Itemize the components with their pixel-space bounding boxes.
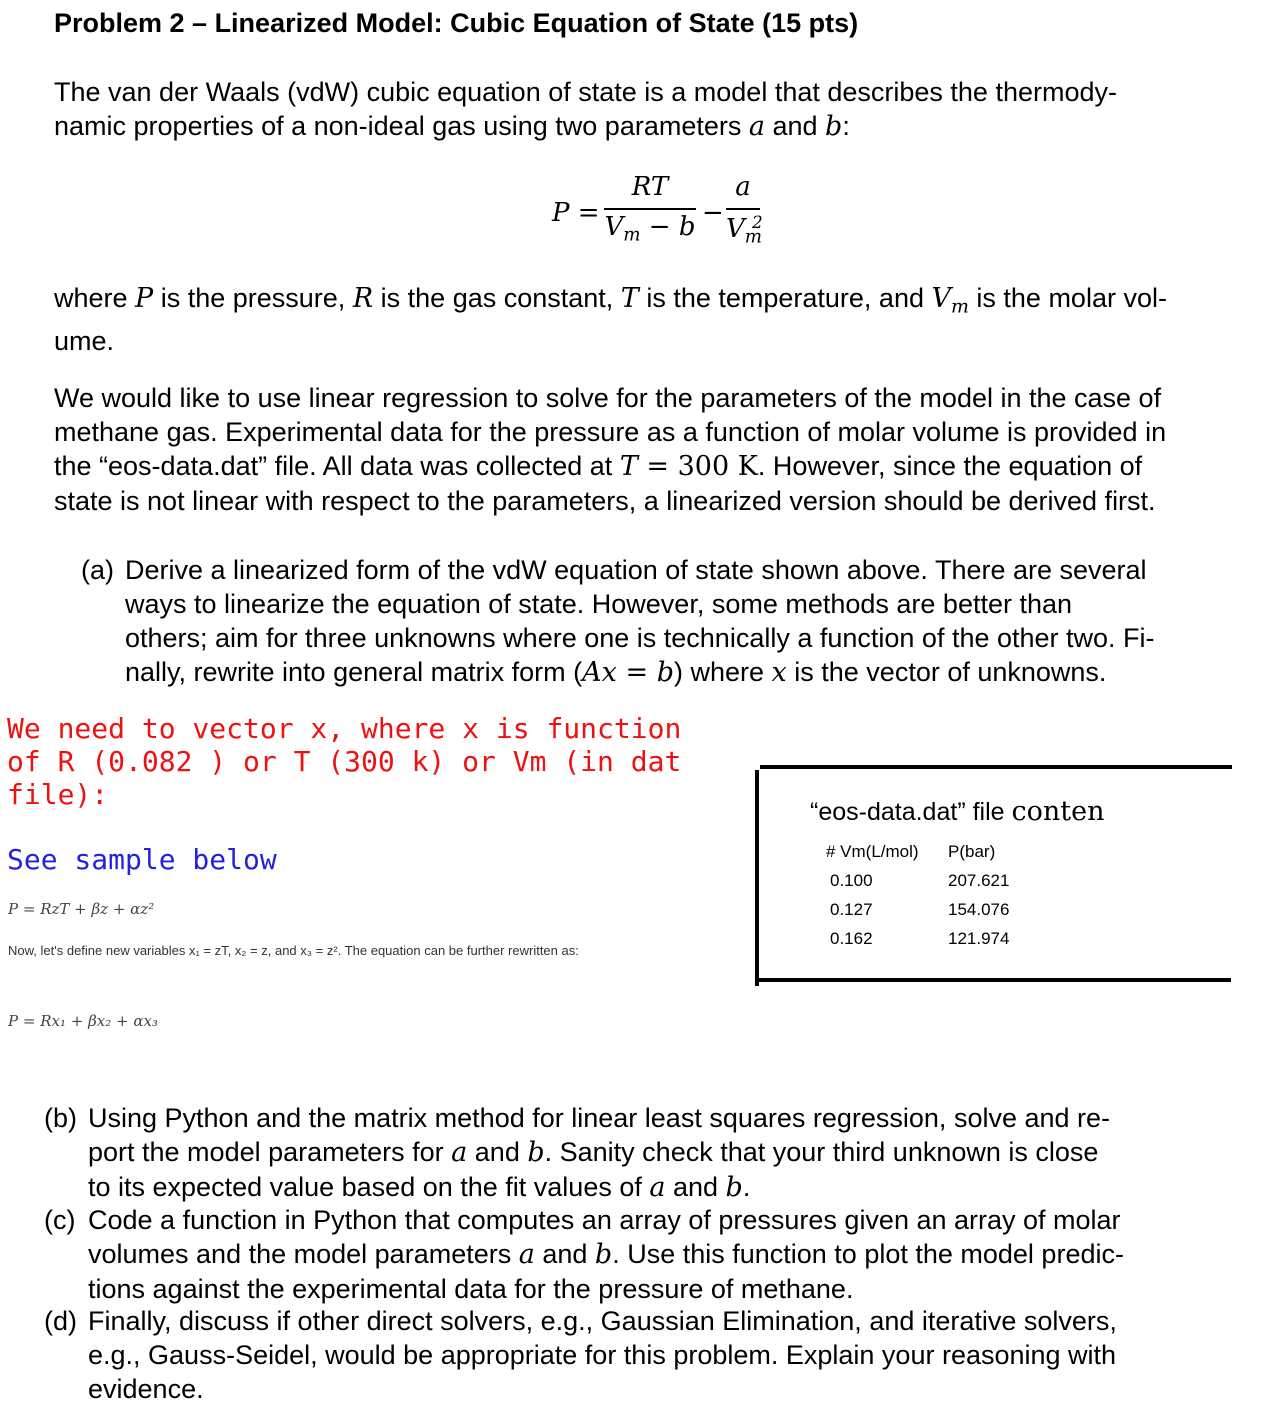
problem-title: Problem 2 – Linearized Model: Cubic Equation of State (15 pts) bbox=[54, 8, 859, 38]
file-box-bottom-border bbox=[757, 978, 1231, 982]
part-c-label: (c) bbox=[44, 1205, 76, 1235]
equation-fraction-rt: RT $V_m - b$ bbox=[604, 172, 696, 246]
vdw-equation bbox=[552, 172, 772, 252]
part-a bbox=[81, 553, 1261, 693]
part-c bbox=[44, 1203, 1244, 1307]
part-d bbox=[44, 1304, 1244, 1408]
sample-explanation: Now, let's define new variables x₁ = zT, x₂ = z, and x₃ = z². The equation can be further rewritten as: bbox=[8, 943, 579, 958]
where-line-2: ume. bbox=[54, 325, 115, 356]
part-b-text: Using Python and the matrix method for linear least squares regression, solve and re- port the model parameters for a and b. Sanity check that your third unknown is close to its expected value based on the fit values of a and b. bbox=[88, 1103, 1111, 1203]
intro-line-2: namic properties of a non-ideal gas using two parameters a and b: bbox=[54, 111, 850, 142]
equation-minus: − bbox=[702, 198, 724, 228]
part-b-label: (b) bbox=[44, 1103, 77, 1133]
file-box-top-border bbox=[760, 765, 1232, 769]
intro-line-1: The van der Waals (vdW) cubic equation of state is a model that describes the thermody- bbox=[54, 77, 1117, 107]
handwritten-note-red: We need to vector x, where x is function of R (0.082 ) or T (300 k) or Vm (in dat file): bbox=[7, 712, 682, 811]
equation-fraction-a: a $V_m^2$ bbox=[726, 172, 763, 248]
equation-lhs: P = bbox=[552, 198, 600, 228]
part-a-text: Derive a linearized form of the vdW equation of state shown above. There are several ways to linearize the equation of state. However, some methods are better than others; aim for three unknowns where one is technically a function of the other two. Fi- nally, rewrite into general matrix form (Ax = b) where x is the vector of unknowns. bbox=[125, 555, 1155, 688]
part-b bbox=[44, 1101, 1244, 1205]
regression-line-1: We would like to use linear regression to solve for the parameters of the model in the case of bbox=[54, 383, 1162, 413]
file-box-left-border bbox=[755, 770, 759, 986]
regression-paragraph bbox=[54, 381, 1254, 518]
sample-equation-1: P = RzT + βz + αz² bbox=[8, 900, 155, 918]
part-a-label: (a) bbox=[81, 555, 114, 585]
where-line-1: where P is the pressure, R is the gas constant, T is the temperature, and $V_m$ is the molar vol- bbox=[54, 283, 1167, 318]
sample-equation-2: P = Rx₁ + βx₂ + αx₃ bbox=[8, 1012, 158, 1030]
regression-line-4: state is not linear with respect to the parameters, a linearized version should be derived first. bbox=[54, 486, 1156, 516]
part-c-text: Code a function in Python that computes an array of pressures given an array of molar volumes and the model parameters a and b. Use this function to plot the model predic- tions against the experimental data for the pressure of methane. bbox=[88, 1205, 1124, 1304]
part-d-text: Finally, discuss if other direct solvers, e.g., Gaussian Elimination, and iterative solvers, e.g., Gauss-Seidel, would be appropriate for this problem. Explain your reasoning with evidence. bbox=[88, 1306, 1117, 1404]
header-p: P(bar) bbox=[948, 842, 996, 861]
header-vm: # Vm(L/mol) bbox=[826, 842, 919, 861]
part-d-label: (d) bbox=[44, 1306, 77, 1336]
regression-line-3: the “eos-data.dat” file. All data was collected at T = 300 K. However, since the equation of bbox=[54, 451, 1143, 482]
intro-paragraph bbox=[54, 75, 1254, 144]
where-paragraph bbox=[54, 281, 1254, 358]
file-box-title: “eos-data.dat” file conten bbox=[810, 796, 1105, 827]
regression-line-2: methane gas. Experimental data for the pressure as a function of molar volume is provided in bbox=[54, 417, 1167, 447]
sample-note-blue: See sample below bbox=[7, 843, 277, 876]
